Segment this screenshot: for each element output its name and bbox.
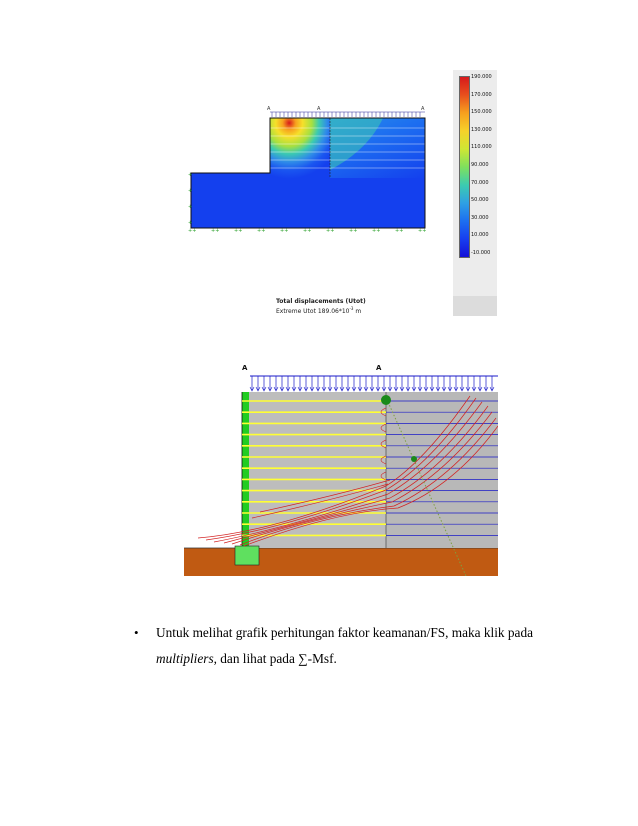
legend-label: 30.000 bbox=[471, 214, 489, 221]
point-label-a3: A bbox=[421, 106, 425, 112]
displacement-plot bbox=[183, 70, 497, 316]
section-label-a1: A bbox=[242, 364, 248, 372]
support-symbol: ++ bbox=[418, 228, 427, 234]
point-label-a2: A bbox=[317, 106, 321, 112]
legend-label: 110.000 bbox=[471, 144, 492, 151]
legend bbox=[459, 76, 468, 256]
bullet-line-2-rest: , dan lihat pada ∑-Msf. bbox=[213, 651, 337, 666]
toe-block bbox=[235, 546, 259, 565]
load-arrows bbox=[250, 376, 494, 391]
legend-label: 90.000 bbox=[471, 162, 489, 168]
displacement-figure bbox=[183, 70, 497, 316]
caption-extreme: Extreme Utot $189.06*10^{-3}$ m bbox=[276, 306, 362, 315]
bullet-line-2 bbox=[156, 651, 337, 667]
support-symbol: ++ bbox=[372, 228, 381, 234]
section-label-a2: A bbox=[376, 364, 382, 372]
side-support-symbol: + bbox=[188, 188, 193, 194]
support-symbol: ++ bbox=[188, 228, 197, 234]
legend-label: -10.000 bbox=[471, 250, 491, 256]
caption-title: Total displacements (Utot) bbox=[276, 298, 366, 305]
legend-label: 130.000 bbox=[471, 126, 492, 133]
legend-label: 50.000 bbox=[471, 197, 489, 204]
foundation-soil bbox=[191, 173, 425, 228]
side-support-symbol: + bbox=[188, 220, 193, 226]
support-symbol: ++ bbox=[395, 228, 404, 234]
embankment-hot-zone bbox=[270, 118, 330, 180]
support-symbol: ++ bbox=[349, 228, 358, 234]
support-symbol: ++ bbox=[303, 228, 312, 234]
side-support-symbol: + bbox=[188, 172, 193, 178]
node-marker bbox=[381, 395, 391, 405]
bullet-line-1: Untuk melihat grafik perhitungan faktor keamanan/FS, maka klik pada bbox=[156, 625, 534, 640]
bullet-dot: • bbox=[134, 625, 139, 640]
side-support-symbol: + bbox=[188, 204, 193, 210]
legend-label: 70.000 bbox=[471, 179, 489, 186]
support-symbol: ++ bbox=[326, 228, 335, 234]
multipliers-term: multipliers bbox=[156, 651, 214, 666]
foundation-soil bbox=[184, 548, 498, 576]
support-symbol: ++ bbox=[257, 228, 266, 234]
slip-surface-figure bbox=[184, 362, 498, 576]
legend-label: 170.000 bbox=[471, 91, 492, 98]
support-symbol: ++ bbox=[234, 228, 243, 234]
legend-colorbar bbox=[459, 76, 470, 258]
support-symbol: ++ bbox=[280, 228, 289, 234]
legend-label: 190.000 bbox=[471, 74, 492, 80]
node-marker-2 bbox=[411, 456, 417, 462]
legend-label: 150.000 bbox=[471, 109, 492, 116]
slip-plot bbox=[184, 362, 498, 576]
support-symbol: ++ bbox=[211, 228, 220, 234]
legend-label: 10.000 bbox=[471, 232, 489, 239]
panel-bottom bbox=[453, 296, 497, 316]
point-label-a1: A bbox=[267, 106, 271, 112]
